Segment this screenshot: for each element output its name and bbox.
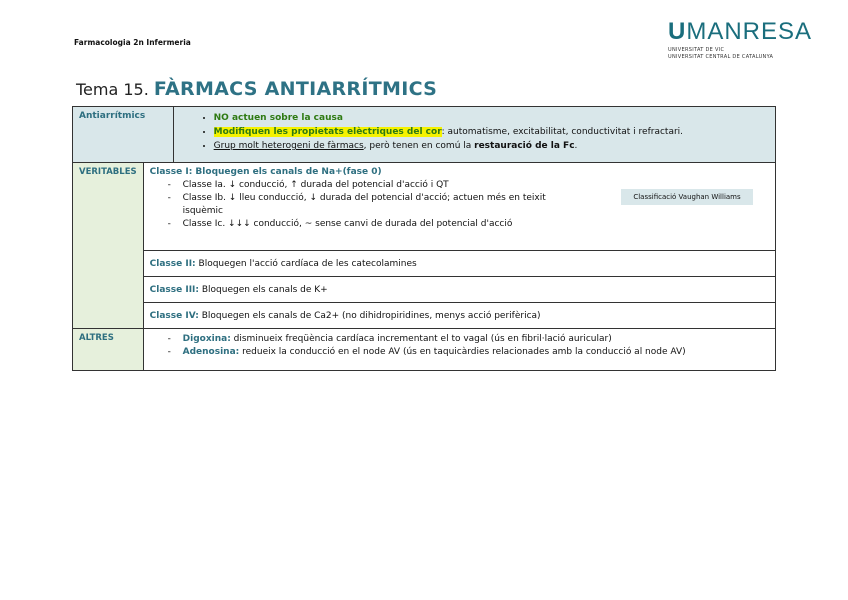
classe3-content <box>143 277 775 303</box>
classe1-list <box>150 179 769 231</box>
digoxina-label: Digoxina: <box>182 334 231 344</box>
row-antiarritmics <box>73 107 776 163</box>
label-antiarritmics: Antiarrítmics <box>73 107 174 163</box>
list-item <box>168 333 769 346</box>
b3-end: . <box>574 141 578 151</box>
row-classe4 <box>73 303 776 329</box>
row-altres <box>73 329 776 371</box>
classe1-title: Classe I: Bloquegen els canals de Na+(fase 0) <box>149 167 382 177</box>
course-header: Farmacologia 2n Infermeria <box>74 38 191 47</box>
adenosina-text: redueix la conducció en el node AV (ús en taquicàrdies relacionades amb la conducció al node AV) <box>239 347 686 357</box>
logo-word: MANRESA <box>686 18 813 45</box>
altres-content <box>143 329 775 371</box>
digoxina-text: disminueix freqüència cardíaca incrementant el to vagal (ús en fibril·lació auricular) <box>230 334 612 344</box>
classe2-text: Bloquegen l'acció cardíaca de les catecolamines <box>195 258 417 269</box>
list-item <box>214 125 769 139</box>
label-altres: ALTRES <box>73 329 144 371</box>
summary-table <box>72 106 776 371</box>
list-item <box>168 346 769 359</box>
vaughan-williams-badge: Classificació Vaughan Williams <box>621 189 753 205</box>
row-classe2 <box>73 251 776 277</box>
altres-list <box>150 333 769 359</box>
classe3-label: Classe III: <box>149 284 199 295</box>
umanresa-logo <box>668 20 818 60</box>
row-classe3 <box>73 277 776 303</box>
b2-rest: : automatisme, excitabilitat, conductivitat i refractari. <box>441 127 684 137</box>
classe4-label: Classe IV: <box>149 310 199 321</box>
list-item <box>214 139 769 153</box>
antiarritmics-content <box>173 107 775 163</box>
list-item: - Classe Ib. ↓ lleu conducció, ↓ durada del potencial d'acció; actuen més en teixit isquèmic <box>168 192 583 218</box>
b2-highlight: Modifiquen les propietats elèctriques del cor <box>213 127 442 137</box>
b1-text: NO actuen sobre la causa <box>213 113 343 123</box>
logo-sub1: UNIVERSITAT DE VIC <box>668 47 725 53</box>
antiarritmics-list <box>180 111 769 153</box>
b3-underline: Grup molt heterogeni de fàrmacs <box>213 141 364 151</box>
logo-sub2: UNIVERSITAT CENTRAL DE CATALUNYA <box>668 53 774 60</box>
title-prefix: Tema 15. <box>76 80 149 99</box>
list-item: - Classe Ic. ↓↓↓ conducció, ~ sense canvi de durada del potencial d'acció <box>168 218 769 231</box>
list-item: - Classe Ia. ↓ conducció, ↑ durada del potencial d'acció i QT <box>168 179 769 192</box>
title-main: FÀRMACS ANTIARRÍTMICS <box>153 78 438 100</box>
label-veritables: VERITABLES <box>73 163 144 329</box>
adenosina-label: Adenosina: <box>182 347 240 357</box>
classe4-content <box>143 303 775 329</box>
classe3-text: Bloquegen els canals de K+ <box>199 284 328 295</box>
row-classe1 <box>73 163 776 251</box>
logo-letter: U <box>668 18 687 45</box>
page-title <box>76 78 437 100</box>
b3-mid: , però tenen en comú la <box>363 141 475 151</box>
list-item <box>214 111 769 125</box>
classe2-label: Classe II: <box>149 258 196 269</box>
classe4-text: Bloquegen els canals de Ca2+ (no dihidropiridines, menys acció perifèrica) <box>198 310 541 321</box>
classe1-content <box>143 163 775 251</box>
classe2-content <box>143 251 775 277</box>
b3-bold: restauració de la Fc <box>474 141 575 151</box>
